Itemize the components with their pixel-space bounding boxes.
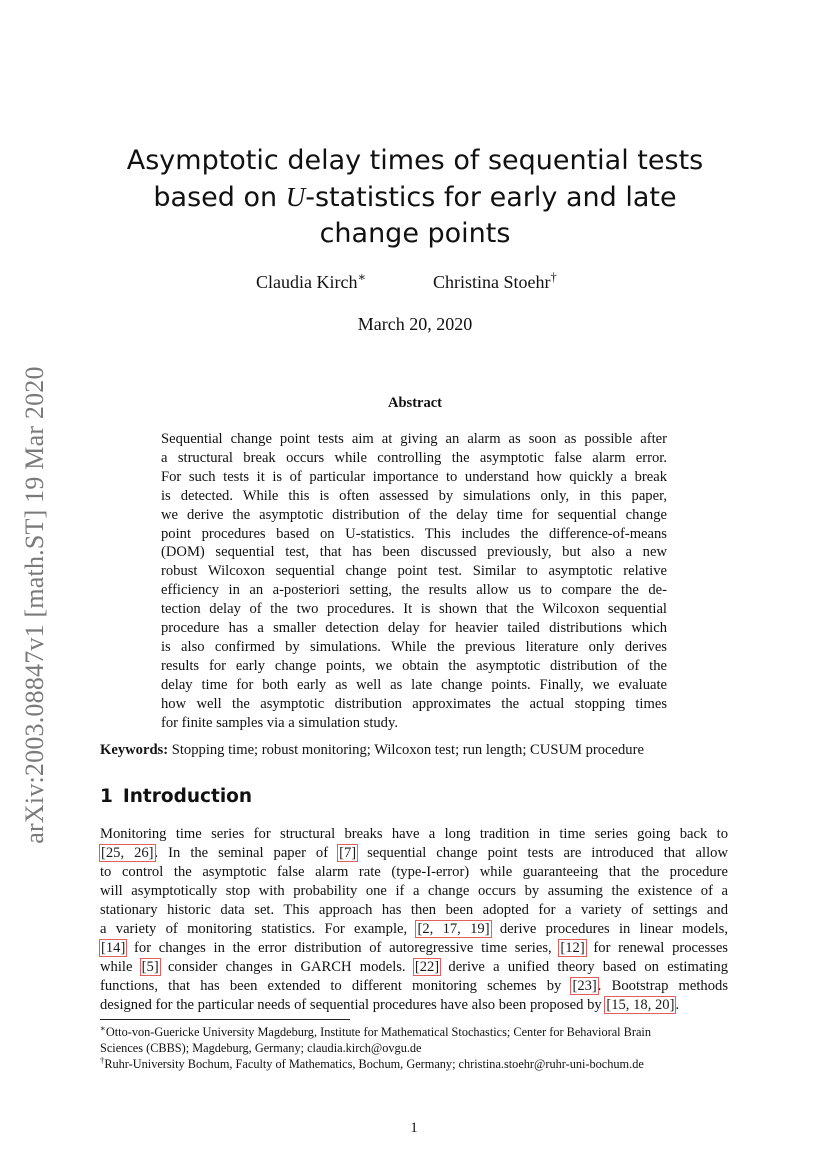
- citation-link[interactable]: [25, 26]: [101, 845, 154, 861]
- citation-link[interactable]: [22]: [414, 959, 440, 975]
- paper-date: March 20, 2020: [357, 314, 473, 334]
- abstract-line: robust Wilcoxon sequential change point test. Similar to asymptotic relative: [161, 563, 667, 580]
- citation-link[interactable]: [5]: [141, 959, 159, 975]
- author-1: Claudia Kirch∗: [256, 270, 367, 292]
- intro-line: [100, 844, 728, 863]
- abstract-line: Sequential change point tests aim at giving an alarm as soon as possible after: [161, 431, 667, 447]
- citation-link[interactable]: [23]: [572, 978, 597, 994]
- footnote-rule: [100, 1019, 350, 1020]
- intro-text: for renewal processes: [585, 940, 728, 956]
- title-math-u: U: [285, 182, 306, 212]
- paper-title: [100, 143, 730, 252]
- footnote-text: Otto-von-Guericke University Magdeburg, Institute for Mathematical Stochastics; Center for Behavioral Brain: [105, 1025, 651, 1039]
- intro-text: will asymptotically stop with probability one if a change occurs by assuming the existence of a: [100, 883, 728, 899]
- intro-line: [100, 977, 728, 996]
- author-2-footnote-mark[interactable]: †: [550, 270, 557, 284]
- title-line-3: change points: [319, 218, 511, 249]
- footnote-mark: †: [100, 1054, 105, 1065]
- intro-text: a variety of monitoring statistics. For example,: [100, 921, 417, 937]
- section-number: 1: [100, 786, 113, 807]
- intro-text: sequential change point tests are introduced that allow: [357, 845, 728, 861]
- intro-text: stationary historic data set. This approach has then been adopted for a variety of settings and: [100, 902, 728, 918]
- abstract-heading: Abstract: [388, 395, 442, 411]
- abstract-line: is detected. While this is often assessed by simulations only, in this paper,: [161, 487, 667, 504]
- abstract-line: tection delay of the two procedures. It is shown that the Wilcoxon sequential: [161, 601, 667, 618]
- intro-text: derive a unified theory based on estimating: [440, 959, 729, 975]
- author-1-footnote-mark[interactable]: ∗: [357, 270, 367, 284]
- intro-text: functions, that has been extended to different monitoring schemes by: [100, 978, 572, 994]
- footnote-line: [100, 1056, 728, 1072]
- citation-link[interactable]: [12]: [560, 940, 585, 956]
- intro-line: [100, 863, 728, 882]
- intro-text: to control the asymptotic false alarm rate (type-I-error) while guaranteeing that the procedure: [100, 864, 728, 880]
- abstract-body: [161, 430, 667, 733]
- introduction-paragraph: [100, 825, 728, 1015]
- footnote-text: Sciences (CBBS); Magdeburg, Germany; claudia.kirch@ovgu.de: [100, 1041, 422, 1055]
- footnote-line: [100, 1040, 728, 1056]
- abstract-line: delay time for both early as well as late change points. Finally, we evaluate: [161, 676, 667, 693]
- intro-line: [100, 920, 728, 939]
- intro-line: [100, 901, 728, 920]
- author-2: Christina Stoehr†: [433, 270, 557, 292]
- intro-line: [100, 825, 728, 844]
- keywords: [100, 742, 644, 759]
- keywords-label: Keywords:: [100, 742, 169, 758]
- abstract-line: procedure has a smaller detection delay for heavier tailed distributions which: [161, 620, 667, 637]
- intro-text: while: [100, 959, 141, 975]
- intro-text: . Bootstrap methods: [597, 978, 728, 994]
- citation-link[interactable]: [14]: [101, 940, 126, 956]
- abstract-line: point procedures based on U-statistics. This includes the difference-of-means: [161, 525, 667, 542]
- title-line-1: Asymptotic delay times of sequential tests: [126, 145, 704, 176]
- abstract-line: we derive the asymptotic distribution of the delay time for sequential change: [161, 506, 667, 523]
- abstract-line: (DOM) sequential test, that has been discussed previously, but also a new: [161, 544, 667, 561]
- abstract-line: how well the asymptotic distribution approximates the actual stopping times: [161, 695, 667, 712]
- footnote-line: [100, 1024, 728, 1040]
- abstract-line: results for early change points, we obtain the asymptotic distribution of the: [161, 657, 667, 674]
- section-title: Introduction: [122, 786, 253, 807]
- arxiv-stamp-text: arXiv:2003.08847v1 [math.ST] 19 Mar 2020: [20, 366, 49, 844]
- footnote-2: [100, 1056, 728, 1072]
- abstract-line: For such tests it is of particular importance to understand how quickly a break: [161, 468, 667, 485]
- intro-text: Monitoring time series for structural breaks have a long tradition in time series going back to: [100, 826, 728, 842]
- intro-line: [100, 958, 728, 977]
- page-number: 1: [410, 1120, 418, 1136]
- intro-text: derive procedures in linear models,: [490, 921, 728, 937]
- footnote-mark: ∗: [100, 1022, 106, 1033]
- title-line-2: based on U-statistics for early and late: [153, 182, 677, 213]
- intro-text: consider changes in GARCH models.: [159, 959, 414, 975]
- intro-text: for changes in the error distribution of autoregressive time series,: [126, 940, 560, 956]
- footnote-1: [100, 1024, 728, 1056]
- intro-line: [100, 996, 728, 1015]
- arxiv-stamp: [10, 345, 60, 865]
- keywords-text: Stopping time; robust monitoring; Wilcoxon test; run length; CUSUM procedure: [168, 742, 644, 758]
- footnote-text: Ruhr-University Bochum, Faculty of Mathematics, Bochum, Germany; christina.stoehr@ruhr-uni-bochum.de: [104, 1057, 644, 1071]
- intro-line: [100, 882, 728, 901]
- abstract-line: efficiency in an a-posteriori setting, the results allow us to compare the de-: [161, 582, 667, 599]
- citation-link[interactable]: [15, 18, 20]: [606, 997, 675, 1013]
- intro-text: . In the seminal paper of: [154, 845, 339, 861]
- abstract-line: for finite samples via a simulation study.: [161, 714, 398, 731]
- intro-text: designed for the particular needs of sequential procedures have also been proposed by: [100, 997, 606, 1013]
- citation-link[interactable]: [7]: [339, 845, 357, 861]
- abstract-line: a structural break occurs while controlling the asymptotic false alarm error.: [161, 449, 667, 466]
- section-heading-introduction: [100, 786, 252, 807]
- citation-link[interactable]: [2, 17, 19]: [417, 921, 490, 937]
- abstract-line: is also confirmed by simulations. While the previous literature only derives: [161, 638, 667, 655]
- intro-line: [100, 939, 728, 958]
- intro-text: .: [675, 997, 680, 1013]
